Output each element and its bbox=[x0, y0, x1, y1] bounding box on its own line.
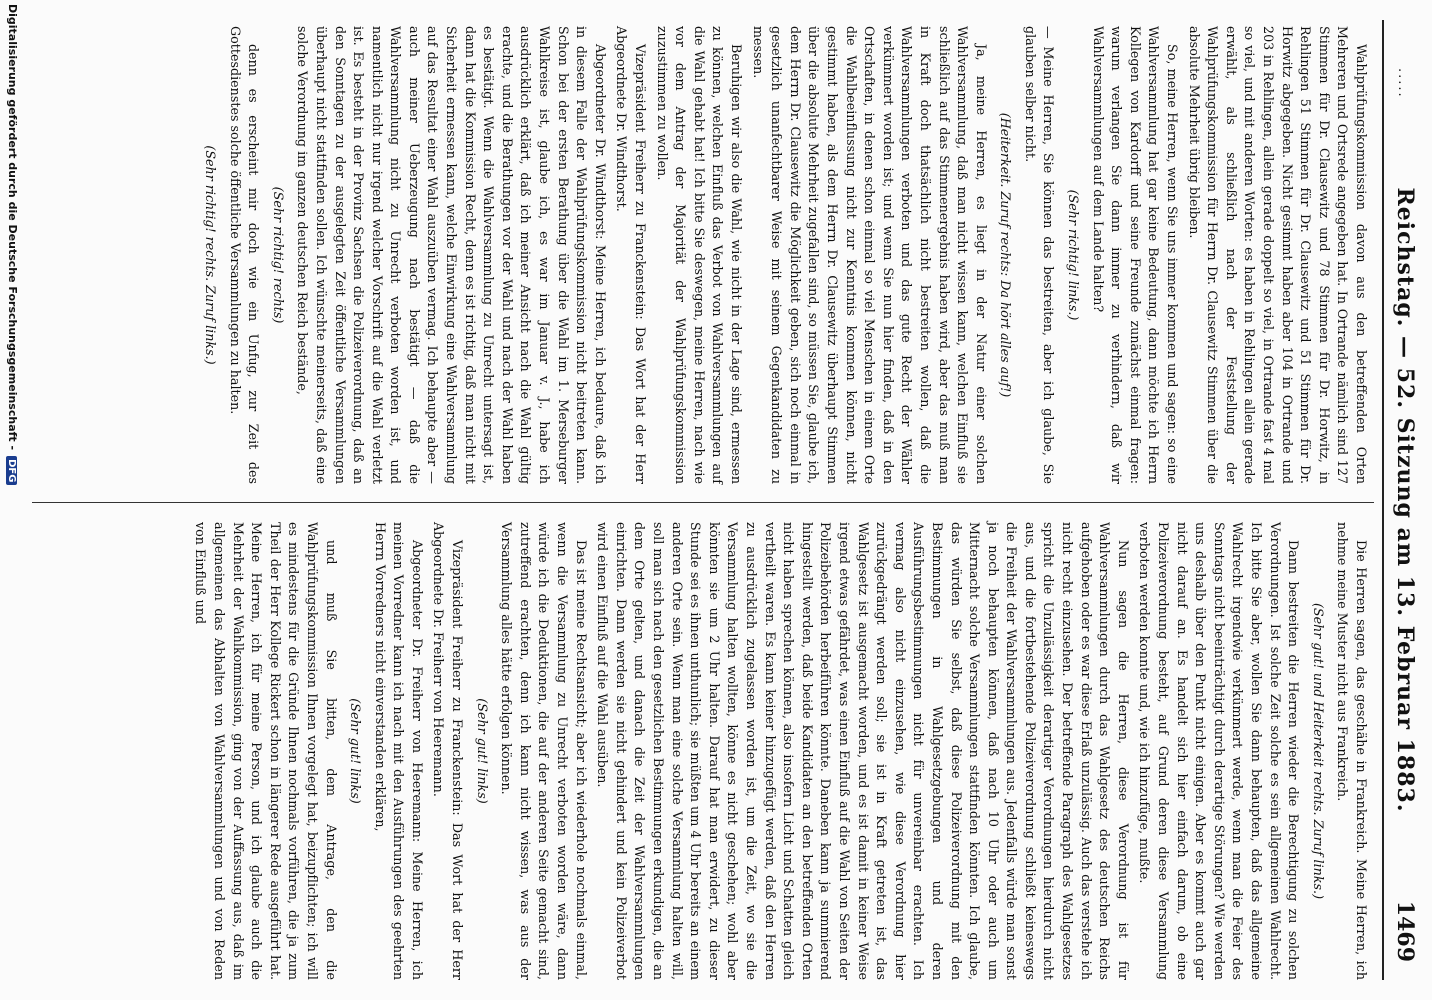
paragraph: und muß Sie bitten, dem Antrage, den die Wahlprüfungskommission Ihnen vorgelegt hat, beizupflichten; ich will es mindestens für die Gründe Ihnen nochmals vorführen, die ja zum Theil der Herr Kollege Rickert schon in längerer Rede ausgeführt hat. Meine Herren, ich für meine Person, und ich glaube auch die Mehrheit der Wahlkommission, ging von der Auffassung aus, daß im allgemeinen das Abhalten von Wahlversammlungen und von Reden von Einfluß und bbox=[193, 522, 339, 980]
paragraph: Nun sagen die Herren, diese Verordnung ist für Wahlversammlungen durch das Wahlgesetz des deutschen Reichs aufgehoben oder es war diese Erlaß unzulässig. Auch das verstehe ich nicht recht einzusehen. Der betreffende Paragraph des Wahlgesetzes spricht die Unzulässigkeit derartiger Verordnungen hierdurch nicht aus, und die fortbestehende Polizeiverordnung schließt keineswegs die Freiheit der Wahlversammlungen aus. Jedenfalls würde man sonst ja noch behaupten können, daß nach 10 Uhr oder auch um Mitternacht solche Versammlungen stattfinden könnten. Ich glaube, das würden Sie selbst, daß diese Polizeiverordnung mit den Bestimmungen in Wahlgesetzgebungen und deren Ausführungsbestimmungen nicht für unvereinbar erachten. Ich vermag also nicht einzusehen, wie diese Verordnung hier zurückgedrängt werden soll; sie ist in Kraft getreten ist, das Wahlgesetz ist ausgemacht worden, und es ist damit in keiner Weise irgend etwas gefährdet, was einen Einfluß auf die Wahl von Seiten der Polizeibehörden herbeiführen könnte. Daneben kann ja summierend hingestellt werden, daß beide Kandidaten an den betreffenden Orten nicht haben sprechen können, also insofern Licht und Schatten gleich vertheilt waren. Es kann keiner hinzugefügt werden, daß den Herren zu ausdrücklich zugelassen worden ist, um die Zeit, wo sie die Versammlung halten wollten, könne es nicht geschehen; wohl aber könnten sie um 2 Uhr halten. Darauf hat man erwidert, zu dieser Stunde sei es ihnen unthunlich; sie müßten um 4 Uhr bereits an einem anderen Orte sein. Wenn man eine solche Versammlung halten will, soll man sich nach den gesetzlichen Bestimmungen erkundigen, die an dem Orte gelten, und danach die Zeit der Wahlversammlungen einrichten. Dann werden sie nicht gehindert und kein Polizeiverbot wird einen Einfluß auf die Wahl ausüben. bbox=[595, 522, 1131, 980]
paragraph: — Meine Herren, Sie können das bestreiten, aber ich glaube, Sie glauben selber nicht. bbox=[1022, 26, 1057, 484]
header-dots: ..... bbox=[1395, 68, 1410, 99]
paragraph: Vizepräsident Freiherr zu Franckenstein: Das Wort hat der Herr Abgeordnete Dr. Windthorst. bbox=[614, 26, 649, 484]
page-header bbox=[1386, 28, 1420, 972]
paragraph: Vizepräsident Freiherr zu Franckenstein: Das Wort hat der Herr Abgeordnete Dr. Freiherr von Heeremann. bbox=[431, 522, 466, 980]
paragraph: (Sehr gut! links) bbox=[474, 698, 490, 804]
paragraph: Das ist meine Rechtsansicht; aber ich wiederhole nochmals einmal, wenn die Versammlung zu Unrecht verboten worden wäre, dann würde ich die Deduktionen, die auf der anderen Seite gemacht sind, zutreffend erachten, denn ich kann nicht wissen, was aus der Versammlung alles hätte erfolgen können. bbox=[499, 522, 589, 980]
paragraph: Ja, meine Herren, es liegt in der Natur einer solchen Wahlversammlung, daß man nicht wissen kann, welchen Einfluß sie schließlich auf das Stimmenergebnis haben wird, aber das muß man in Kraft doch thatsächlich nicht bestreiten wollen, daß die Wahlversammlungen verboten und das gute Recht der Wähler verkümmert worden ist; und wenn Sie nun hier finden, daß in den Ortschaften, in denen schon einmal so viel Menschen in einem Orte die Wahlbeeinflussung nicht zur Kenntnis kommen können, nicht gestimmt haben, als dem Herrn Dr. Clausewitz überhaupt Stimmen über die absolute Mehrheit zugefallen sind, so müssen Sie, glaube ich, dem Herrn Dr. Clausewitz die Möglichkeit geben, sich noch einmal in gesetzlich unanfechtbarer Weise mit seinem Gegenkandidaten zu messen. bbox=[750, 26, 989, 484]
credit-text: Digitalisierung gefördert durch die Deutsche Forschungsgemeinschaft - bbox=[6, 4, 19, 451]
paragraph: (Sehr gut! und Heiterkeit rechts. Zuruf links.) bbox=[1310, 602, 1326, 900]
paragraph: (Heiterkeit. Zuruf rechts: Da hört alles auf!) bbox=[998, 112, 1014, 398]
paragraph: Dann bestreiten die Herren wieder die Berechtigung zu solchen Verordnungen. Ist solche Zeit solche es sein allgemeinen Wahlrecht. Ich bitte Sie aber, wollen Sie dann behaupten, daß das allgemeine Wahlrecht irgendwie verkümmert werde, wenn man die Feier des Sonntags nicht beeinträchtigt durch derartige Störungen? Wie werden uns deshalb über den Punkt nicht einigen. Aber es kommt auch gar nicht darauf an. Es handelt sich hier einfach darum, ob eine Polizeiverordnung besteht, auf Grund deren diese Versammlung verboten werden konnte und, wie ich hinzufüge, mußte. bbox=[1137, 522, 1302, 980]
paragraph: Abgeordneter Dr. Freiherr von Heeremann: Meine Herren, ich meinen Vorredner kann ich nach mit den Ausführungen des geehrten Herrn Vorredners nicht einverstanden erklären, bbox=[372, 522, 425, 980]
digitization-credit bbox=[6, 4, 19, 485]
paragraph: (Sehr gut! links) bbox=[348, 698, 364, 804]
right-column bbox=[40, 522, 1370, 980]
dfg-logo: DFG bbox=[7, 456, 18, 485]
paragraph: denn es erscheint mir doch wie ein Unfug, zur Zeit des Gottesdienstes solche öffentliche Versammlungen zu halten. bbox=[227, 26, 262, 484]
page-number: 1469 bbox=[1392, 900, 1418, 962]
page-title: Reichstag. — 52. Sitzung am 13. Februar 1883. bbox=[1392, 187, 1418, 813]
paragraph: Beruhigen wir also die Wahl, wie nicht in der Lage sind, ermessen zu können, welchen Einfluß das Verbot von Wahlversammlungen auf die Wahl gehabt hat! Ich bitte Sie deswegen, meine Herren, nach wie vor dem Antrag der Majorität der Wahlprüfungskommission zuzustimmen zu wollen. bbox=[654, 26, 744, 484]
paragraph: So, meine Herren, wenn Sie uns immer kommen und sagen: so eine Wahlversammlung hat gar keine Bedeutung, dann möchte ich Herrn Kollegen von Kardorff und seine Freunde zunächst einmal fragen: warum verlangen Sie dann immer zu verhindern, daß wir Wahlversammlungen auf dem Lande halten? bbox=[1090, 26, 1181, 484]
paragraph: (Sehr richtig! rechts) bbox=[270, 186, 286, 324]
header-rule bbox=[1382, 20, 1384, 980]
paragraph: (Sehr richtig! rechts. Zuruf links.) bbox=[202, 145, 218, 365]
paragraph: Wahlprüfungskommission davon aus den betreffenden Orten Mehreren und Ortsrede angegeben hat. In Ortrande nämlich sind 127 Stimmen für Dr. Clausewitz und 78 Stimmen für Dr. Horwitz, in Rehlingen 51 Stimmen für Dr. Clausewitz und 51 Stimmen für Dr. Horwitz abgegeben. Nicht gesimmt haben aber 104 in Ortrande und 203 in Rehlingen, allein gerade doppelt so viel, in Ortrande fast 4 mal so viel, und mit anderen Worten: es haben in Rehlingen allein gerade erwählt, als schließlich nach der Feststellung der Wahlprüfungskommission für Herrn Dr. Clausewitz Stimmen über die absolute Mehrheit übrig bleiben. bbox=[1186, 26, 1369, 484]
paragraph: (Sehr richtig! links.) bbox=[1066, 189, 1082, 321]
column-divider bbox=[32, 502, 1374, 503]
left-column bbox=[40, 26, 1370, 484]
paragraph: Die Herren sagen, das geschähe in Frankreich. Meine Herren, ich nehme meine Muster nicht aus Frankreich. bbox=[1335, 522, 1369, 980]
paragraph: Abgeordneter Dr. Windthorst: Meine Herren, ich bedaure, daß ich in diesem Falle der Wahlprüfungskommission nicht beitreten kann. Schon bei der ersten Berathung über die Wahl im 1. Merseburger Wahlkreise ist, glaube ich, es war im Januar v. J., habe ich ausdrücklich erklärt, daß ich meiner Ansicht nach die Wahl gültig erachte, und die Berathungen vor der Wahl und nach der Wahl haben es bestätigt. Wenn die Wahlversammlung zu Unrecht untersagt ist, dann hat die Kommission Recht, denn es ist richtig, daß man nicht mit Sicherheit ermessen kann, welche Einwirkung eine Wahlversammlung auf das Resultat einer Wahl auszuüben vermag. Ich behaupte aber — auch meiner Ueberzeugung nach bestätigt — daß die Wahlversammlung nicht zu Unrecht verboten worden ist, und namentlich nicht nur irgend welcher Vorschrift auf die Wahl verletzt ist. Es besteht in der Provinz Sachsen die Polizeiverordnung, daß an den Sonntagen zu der ausgelegten Zeit öffentliche Versammlungen überhaupt nicht stattfinden sollen. Ich wünschte meinerseits, daß eine solche Verordnung im ganzen deutschen Reich bestände, bbox=[295, 26, 608, 484]
